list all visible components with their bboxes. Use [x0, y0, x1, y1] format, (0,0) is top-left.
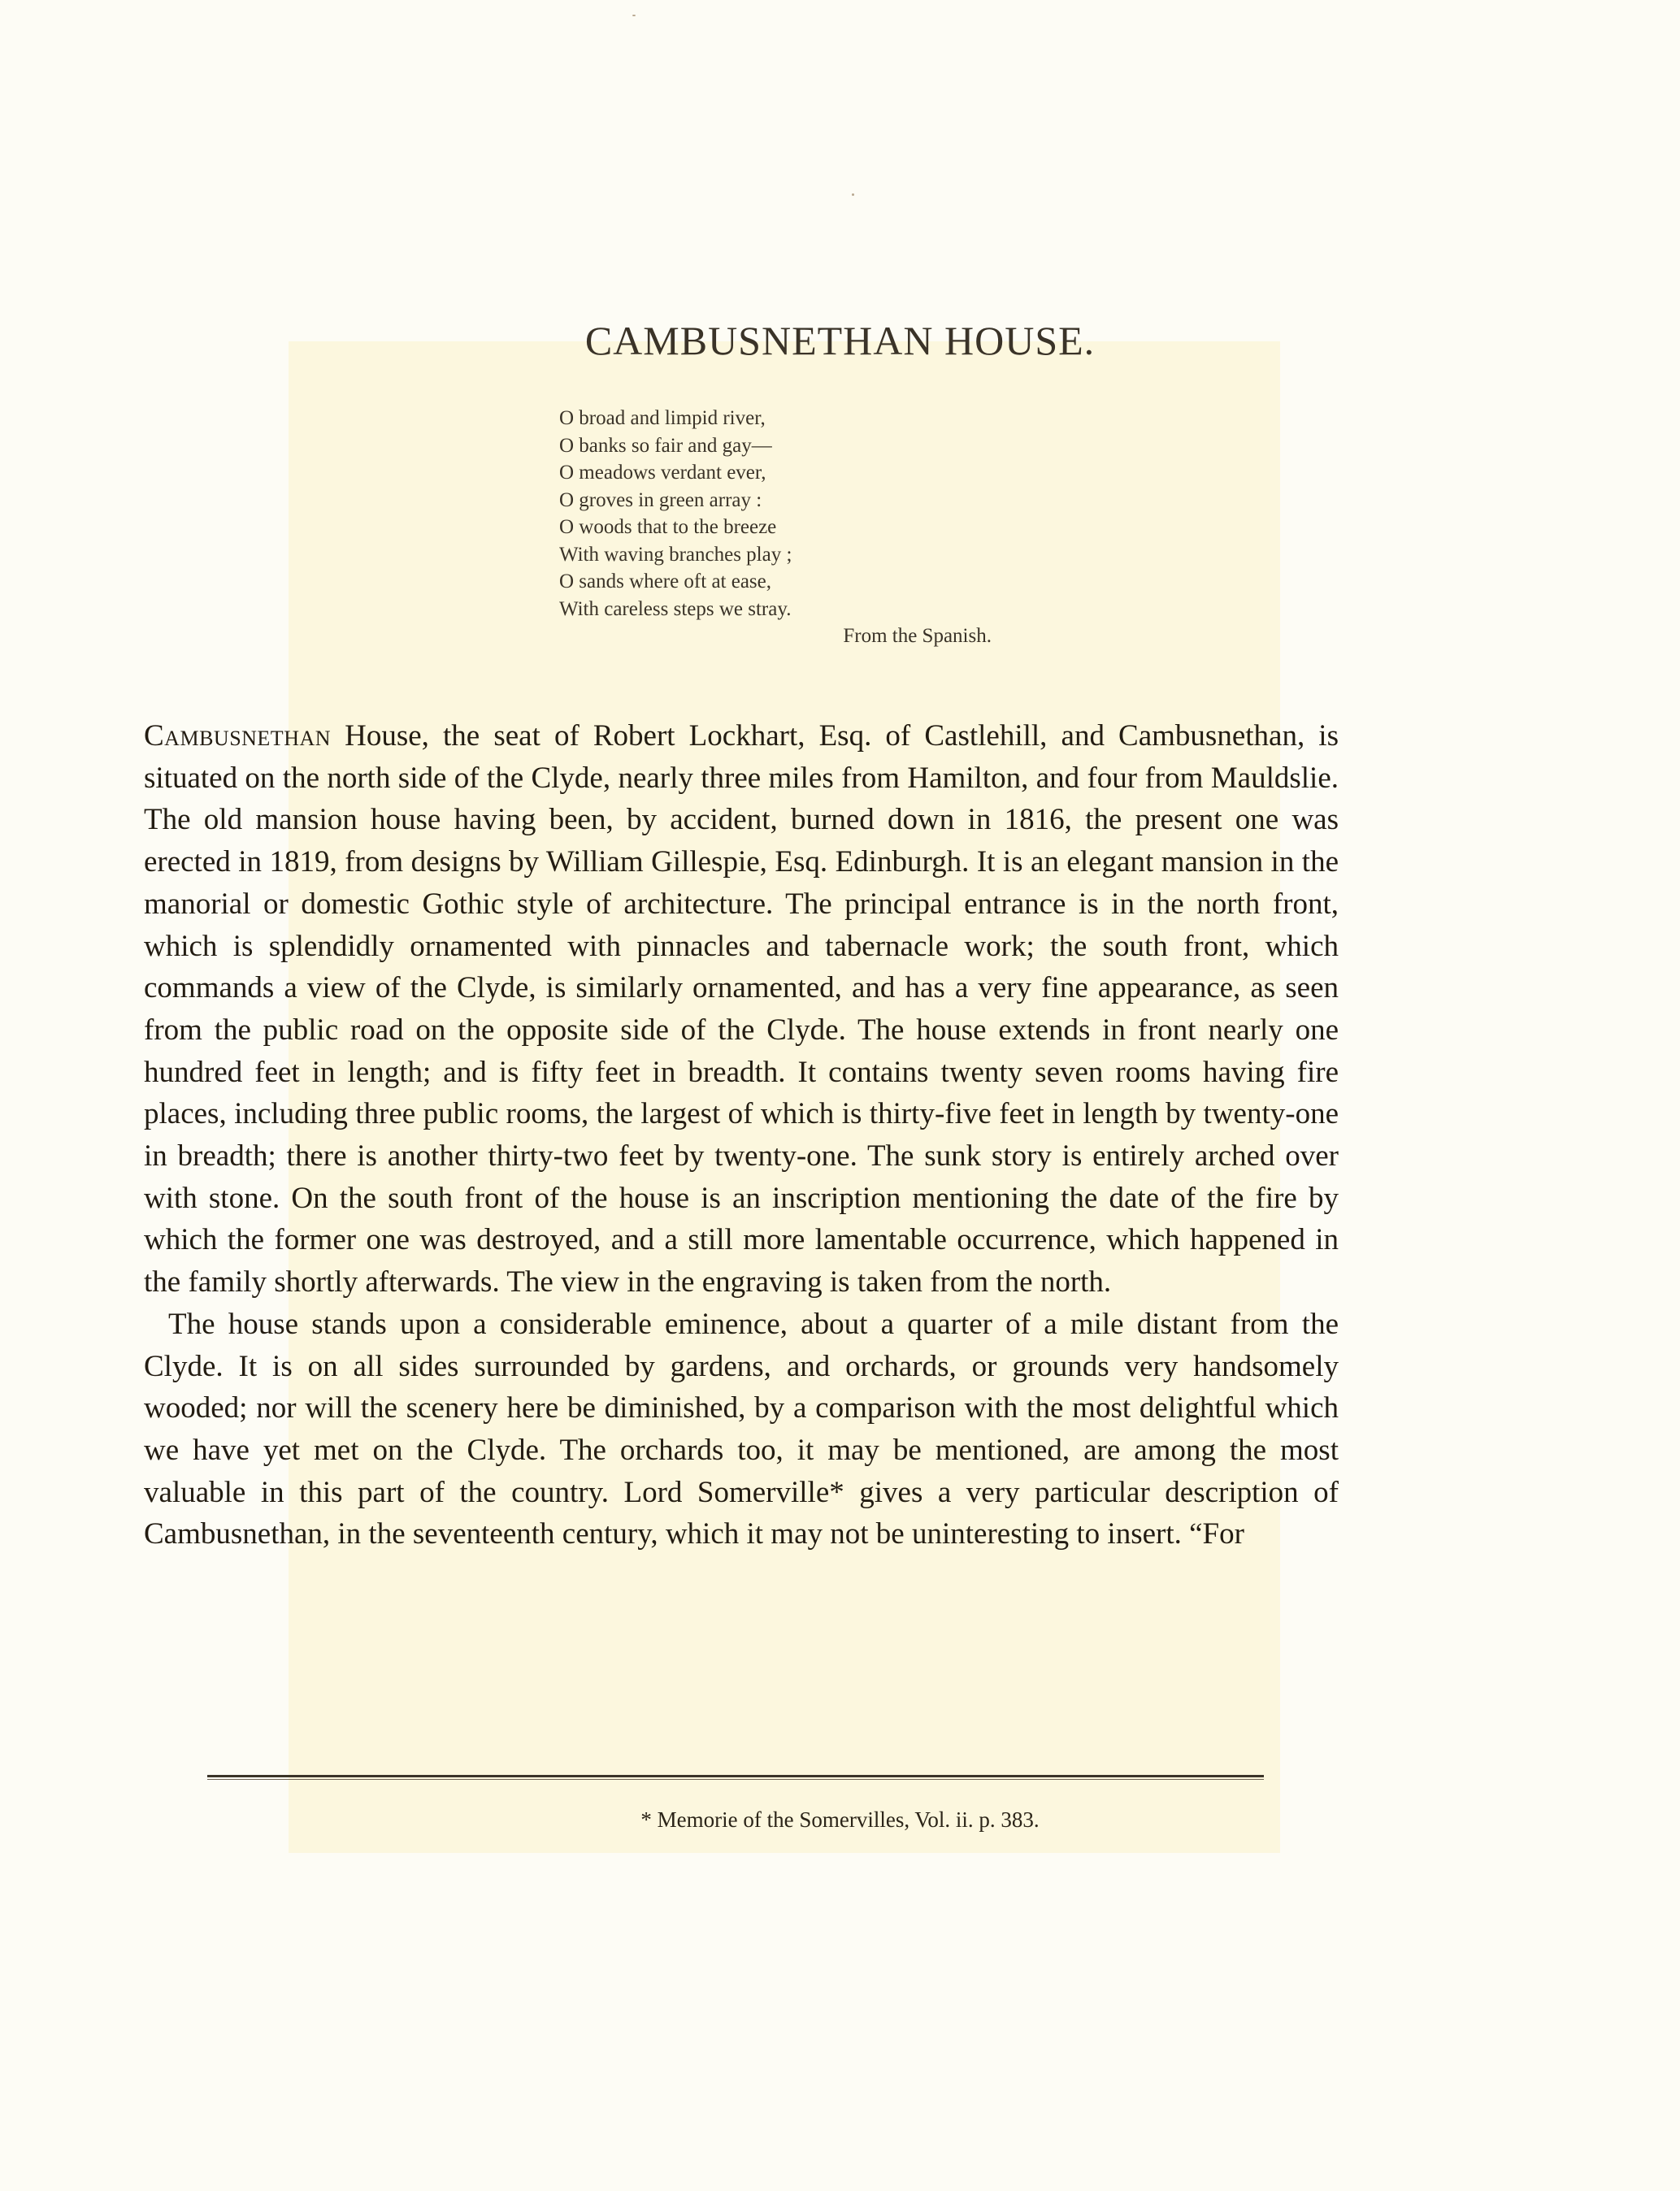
- paragraph-1: [144, 715, 1339, 1304]
- body-text: [144, 715, 1339, 1555]
- poem-line: O groves in green array :: [559, 488, 762, 511]
- paper-speck: [632, 15, 636, 16]
- poem-line: With careless steps we stray.: [559, 597, 792, 620]
- footnote-rule-thin: [207, 1779, 1264, 1780]
- poem-line: O broad and limpid river,: [559, 407, 766, 429]
- poem-line: O meadows verdant ever,: [559, 462, 766, 484]
- poem-line: O woods that to the breeze: [559, 516, 777, 538]
- poem-attribution: From the Spanish.: [843, 625, 992, 647]
- epigraph-poem: [559, 405, 1014, 650]
- paper-speck: [852, 193, 854, 196]
- paragraph-lead-word: Cambusnethan: [144, 719, 332, 753]
- footnote-rule: [207, 1775, 1264, 1777]
- poem-line: O sands where oft at ease,: [559, 571, 772, 592]
- poem-line: With waving branches play ;: [559, 543, 792, 566]
- paragraph-2: The house stands upon a considerable eminence, about a quarter of a mile distant from the Clyde. It is on all sides surrounded by gardens, and orchards, or grounds very handsomely wooded; nor will the scenery here be diminished, by a comparison with the most delightful which we have yet met on the Clyde. The orchards too, it may be mentioned, are among the most valuable in this part of the country. Lord Somerville* gives a very particular description of Cambusnethan, in the seventeenth century, which it may not be uninteresting to insert. “For: [144, 1307, 1339, 1551]
- poem-line: O banks so fair and gay—: [559, 434, 772, 457]
- page-title: CAMBUSNETHAN HOUSE.: [584, 318, 1096, 363]
- paragraph-1-text: House, the seat of Robert Lockhart, Esq. of Castlehill, and Cambusnethan, is situated on the north side of the Clyde, nearly three miles from Hamilton, and four from Mauldslie. The old mansion house having been, by accident, burned down in 1816, the present one was erected in 1819, from designs by William Gillespie, Esq. Edinburgh. It is an elegant mansion in the manorial or domestic Gothic style of architecture. The principal entrance is in the north front, which is splendidly ornamented with pinnacles and tabernacle work; the south front, which commands a view of the Clyde, is similarly ornamented, and has a very fine appearance, as seen from the public road on the opposite side of the Clyde. The house extends in front nearly one hundred feet in length; and is fifty feet in breadth. It contains twenty seven rooms having fire places, including three public rooms, the largest of which is thirty-five feet in length by twenty-one in breadth; there is another thirty-two feet by twenty-one. The sunk story is entirely arched over with stone. On the south front of the house is an inscription mentioning the date of the fire by which the former one was destroyed, and a still more lamentable occurrence, which happened in the family shortly afterwards. The view in the engraving is taken from the north.: [144, 719, 1339, 1299]
- footnote: * Memorie of the Somervilles, Vol. ii. p. 383.: [640, 1807, 1040, 1832]
